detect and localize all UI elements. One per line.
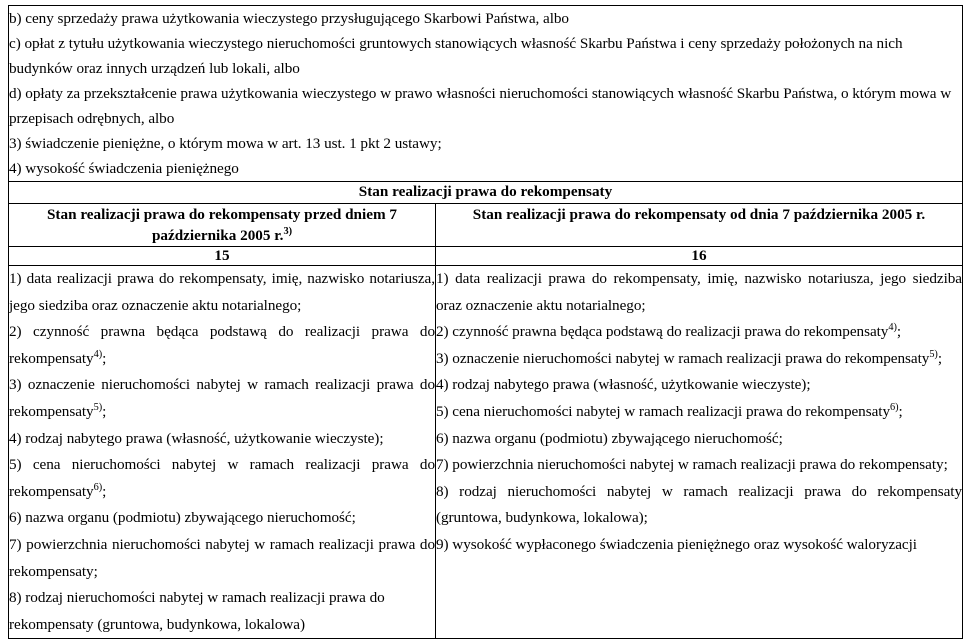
list-item-text: 4) rodzaj nabytego prawa (własność, użytkowanie wieczyste); <box>9 429 384 447</box>
list-item <box>436 426 962 453</box>
list-item-text: 4) rodzaj nabytego prawa (własność, użytkowanie wieczyste); <box>436 376 811 394</box>
column-header-15-text: Stan realizacji prawa do rekompensaty przed dniem 7 października 2005 r. <box>46 206 397 244</box>
compensation-status-table <box>8 5 963 639</box>
list-item-tail: ; <box>937 349 942 367</box>
preamble-line-b: b) ceny sprzedaży prawa użytkowania wieczystego przysługującego Skarbowi Państwa, albo <box>9 10 569 27</box>
column-15-item-list <box>9 266 435 638</box>
list-item-footnote: 6) <box>889 401 899 413</box>
list-item-footnote: 5) <box>929 348 938 360</box>
list-item <box>436 372 962 399</box>
list-item <box>436 319 962 346</box>
list-item-text: 9) wysokość wypłaconego świadczenia pieniężnego oraz wysokość waloryzacji <box>436 535 917 553</box>
list-item-tail: ; <box>102 349 107 367</box>
list-item <box>9 452 435 505</box>
list-item-text: 1) data realizacji prawa do rekompensaty, imię, nazwisko notariusza, jego siedziba oraz oznaczenie aktu notarialnego; <box>436 270 962 314</box>
list-item-text: 5) cena nieruchomości nabytej w ramach realizacji prawa do rekompensaty <box>436 402 890 420</box>
preamble-line-3: 3) świadczenie pieniężne, o którym mowa w art. 13 ust. 1 pkt 2 ustawy; <box>9 135 442 152</box>
list-item <box>9 372 435 425</box>
list-item-tail: ; <box>896 323 902 341</box>
list-item <box>436 452 962 479</box>
list-item-footnote: 4) <box>93 348 103 360</box>
preamble-line-4: 4) wysokość świadczenia pieniężnego <box>9 160 239 177</box>
column-header-row <box>9 204 963 247</box>
list-item <box>436 346 962 373</box>
list-item <box>436 532 962 559</box>
column-16-body <box>436 266 963 639</box>
list-item <box>9 319 435 372</box>
group-header-cell: Stan realizacji prawa do rekompensaty <box>9 182 963 204</box>
column-header-16-text: Stan realizacji prawa do rekompensaty od dnia 7 października 2005 r. <box>472 206 926 223</box>
column-header-15 <box>9 204 436 247</box>
list-item-text: 2) czynność prawna będąca podstawą do realizacji prawa do rekompensaty <box>9 323 435 367</box>
list-item-text: 6) nazwa organu (podmiotu) zbywającego nieruchomość; <box>9 509 356 527</box>
column-header-16 <box>436 204 963 247</box>
list-item <box>436 266 962 319</box>
list-item-text: 7) powierzchnia nieruchomości nabytej w ramach realizacji prawa do rekompensaty; <box>436 456 948 474</box>
list-item-footnote: 4) <box>888 322 897 334</box>
list-item-text: 8) rodzaj nieruchomości nabytej w ramach realizacji prawa do rekompensaty (gruntowa, budynkowa, lokalowa); <box>436 482 962 527</box>
column-number-16: 16 <box>436 247 963 266</box>
list-item-text: 8) rodzaj nieruchomości nabytej w ramach realizacji prawa do rekompensaty (gruntowa, budynkowa, lokalowa) <box>9 589 385 633</box>
preamble-row <box>9 6 963 182</box>
list-item-text: 2) czynność prawna będąca podstawą do realizacji prawa do rekompensaty <box>436 323 889 341</box>
list-item <box>9 532 435 585</box>
list-item <box>436 479 962 532</box>
list-item-text: 1) data realizacji prawa do rekompensaty, imię, nazwisko notariusza, jego siedziba oraz oznaczenie aktu notarialnego; <box>9 270 435 314</box>
body-row <box>9 266 963 639</box>
column-15-body <box>9 266 436 639</box>
preamble-cell <box>9 6 963 182</box>
list-item-tail: ; <box>898 402 903 420</box>
list-item-footnote: 5) <box>93 401 103 413</box>
list-item <box>436 399 962 426</box>
list-item <box>9 585 435 638</box>
list-item-text: 5) cena nieruchomości nabytej w ramach realizacji prawa do rekompensaty <box>9 456 435 500</box>
column-number-15: 15 <box>9 247 436 266</box>
column-number-row <box>9 247 963 266</box>
list-item-text: 7) powierzchnia nieruchomości nabytej w ramach realizacji prawa do rekompensaty; <box>9 535 435 580</box>
column-16-item-list <box>436 266 962 559</box>
list-item <box>9 426 435 453</box>
list-item-text: 3) oznaczenie nieruchomości nabytej w ramach realizacji prawa do rekompensaty <box>9 376 435 420</box>
list-item-text: 3) oznaczenie nieruchomości nabytej w ramach realizacji prawa do rekompensaty <box>436 349 930 367</box>
list-item <box>9 505 435 532</box>
group-header-row <box>9 182 963 204</box>
list-item-text: 6) nazwa organu (podmiotu) zbywającego nieruchomość; <box>436 429 783 447</box>
list-item-tail: ; <box>102 402 107 420</box>
list-item-tail: ; <box>102 482 107 500</box>
preamble-line-c: c) opłat z tytułu użytkowania wieczystego nieruchomości gruntowych stanowiących własność Skarbu Państwa i ceny sprzedaży położonych na nich budynków oraz innych urządzeń lub lokali, albo <box>9 35 903 77</box>
preamble-line-d: d) opłaty za przekształcenie prawa użytkowania wieczystego w prawo własności nieruchomości stanowiących własność Skarbu Państwa, o którym mowa w przepisach odrębnych, albo <box>9 85 952 127</box>
list-item <box>9 266 435 319</box>
list-item-footnote: 6) <box>93 481 103 493</box>
column-header-15-footnote: 3) <box>283 225 293 237</box>
